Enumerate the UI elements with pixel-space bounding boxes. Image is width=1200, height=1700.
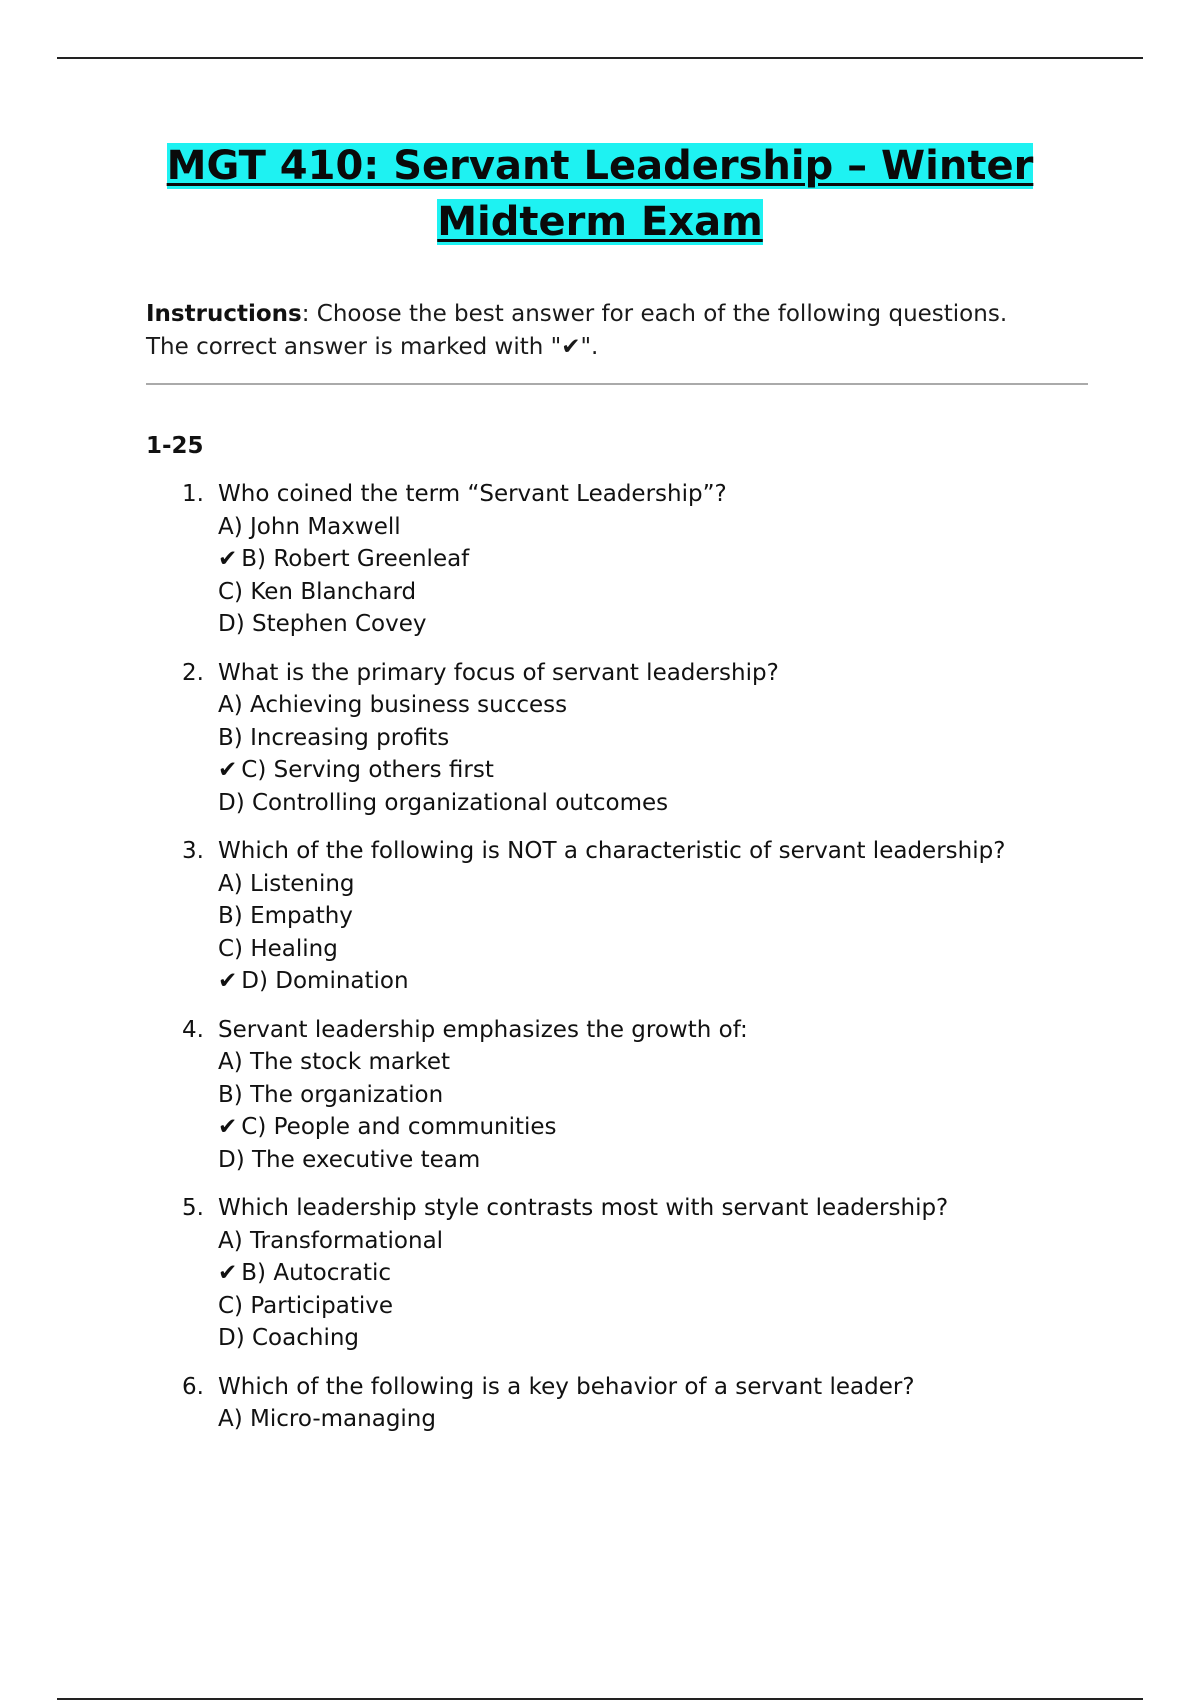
checkmark-icon: ✔ <box>218 1114 238 1140</box>
answer-option <box>218 722 1106 755</box>
question-text: Which of the following is a key behavior of a servant leader? <box>218 1373 915 1400</box>
instructions-text: : Choose the best answer for each of the following questions. The correct answer is marked with "✔". <box>146 301 1008 360</box>
instructions-label: Instructions <box>146 301 302 327</box>
title-block <box>120 138 1080 250</box>
answer-option-text: A) Transformational <box>218 1227 444 1254</box>
answer-option-text: C) Ken Blanchard <box>218 578 417 605</box>
answer-option <box>218 689 1106 722</box>
answer-option <box>218 576 1106 609</box>
question-list <box>146 478 1106 1452</box>
answer-option <box>218 1079 1106 1112</box>
answer-option-text: A) The stock market <box>218 1049 451 1075</box>
answer-option <box>218 1144 1106 1177</box>
answer-option <box>218 1290 1106 1323</box>
answer-option <box>218 1046 1106 1079</box>
answer-option <box>218 900 1106 933</box>
page-title: MGT 410: Servant Leadership – Winter Midterm Exam <box>166 143 1034 245</box>
answer-option-text: B) Empathy <box>218 903 353 929</box>
question-text: Which of the following is NOT a characteristic of servant leadership? <box>218 838 1006 864</box>
question-item <box>146 1192 1106 1355</box>
answer-option-text: B) Robert Greenleaf <box>241 546 470 572</box>
divider <box>146 383 1088 385</box>
section-range: 1-25 <box>146 433 204 459</box>
checkmark-icon: ✔ <box>218 546 238 572</box>
answer-option-text: A) John Maxwell <box>218 513 401 540</box>
answer-option-text: C) Serving others first <box>241 757 494 783</box>
checkmark-icon: ✔ <box>218 757 238 783</box>
top-rule <box>57 57 1143 59</box>
answer-option-text: C) Healing <box>218 935 338 962</box>
answer-option-correct <box>218 1111 1106 1144</box>
question-number: 2. <box>182 659 204 686</box>
checkmark-icon: ✔ <box>218 1260 238 1286</box>
question-item <box>146 478 1106 641</box>
answer-option <box>218 1322 1106 1355</box>
answer-option <box>218 933 1106 966</box>
answer-option-text: A) Achieving business success <box>218 692 568 718</box>
instructions <box>146 298 1054 364</box>
question-number: 6. <box>182 1373 204 1400</box>
answer-option <box>218 511 1106 544</box>
question-number: 4. <box>182 1016 204 1043</box>
answer-option-correct <box>218 543 1106 576</box>
question-item <box>146 1371 1106 1436</box>
answer-option <box>218 868 1106 901</box>
answer-option <box>218 1403 1106 1436</box>
answer-option-text: C) People and communities <box>241 1114 557 1140</box>
question-item <box>146 835 1106 998</box>
question-text: What is the primary focus of servant leadership? <box>218 659 779 686</box>
question-text: Which leadership style contrasts most with servant leadership? <box>218 1195 949 1221</box>
answer-option-correct <box>218 1257 1106 1290</box>
answer-option-correct <box>218 965 1106 998</box>
answer-option-text: B) The organization <box>218 1081 444 1108</box>
answer-option <box>218 1225 1106 1258</box>
answer-option-text: C) Participative <box>218 1292 394 1319</box>
question-text: Who coined the term “Servant Leadership”? <box>218 481 727 507</box>
answer-option-text: D) Coaching <box>218 1325 360 1351</box>
answer-option <box>218 608 1106 641</box>
question-number: 1. <box>182 481 204 507</box>
answer-option-correct <box>218 754 1106 787</box>
answer-option-text: D) Controlling organizational outcomes <box>218 789 669 816</box>
answer-option-text: D) The executive team <box>218 1146 481 1173</box>
checkmark-icon: ✔ <box>218 968 238 994</box>
answer-option-text: D) Stephen Covey <box>218 611 427 637</box>
answer-option-text: A) Listening <box>218 870 355 897</box>
question-item <box>146 657 1106 820</box>
answer-option-text: D) Domination <box>241 968 409 994</box>
answer-option <box>218 787 1106 820</box>
question-text: Servant leadership emphasizes the growth of: <box>218 1016 748 1043</box>
answer-option-text: A) Micro-managing <box>218 1406 436 1432</box>
answer-option-text: B) Autocratic <box>241 1260 391 1286</box>
question-number: 5. <box>182 1195 204 1221</box>
answer-option-text: B) Increasing profits <box>218 724 450 751</box>
question-item <box>146 1014 1106 1177</box>
question-number: 3. <box>182 838 204 864</box>
